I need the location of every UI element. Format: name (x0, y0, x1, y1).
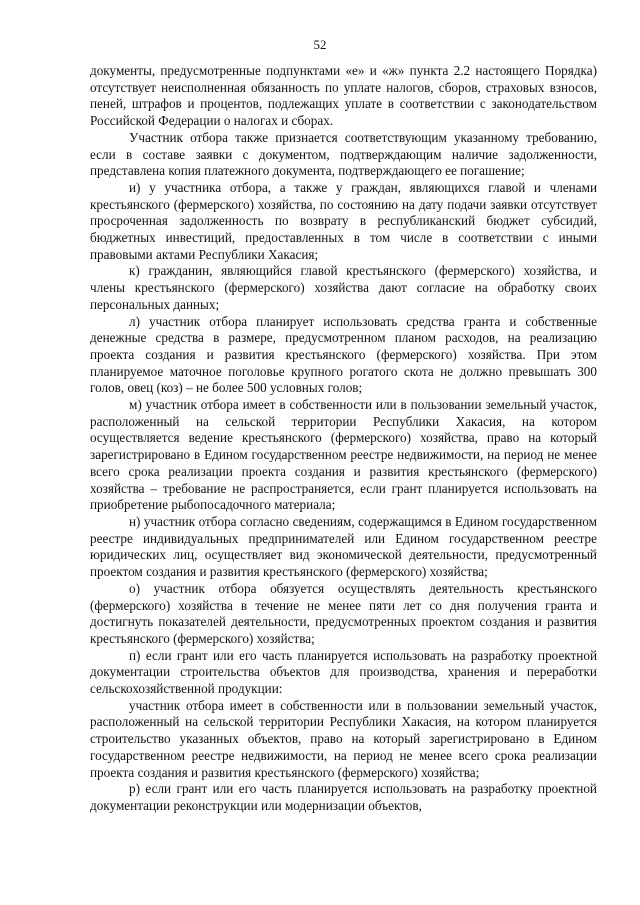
paragraph-item-p: п) если грант или его часть планируется использовать на разработку проектной документации строительства объектов для производства, хранения и переработки сельскохозяйственной продукции: (90, 647, 597, 697)
paragraph-item-k: к) гражданин, являющийся главой крестьянского (фермерского) хозяйства, и члены крестьянского (фермерского) хозяйства дают согласие на обработку своих персональных данных; (90, 263, 597, 312)
paragraph-item-l: л) участник отбора планирует использовать средства гранта и собственные денежные средства в размере, предусмотренном планом расходов, на реализацию проекта создания и развития крестьянского (фермерского) хозяйства. При этом планируемое маточное поголовье крупного рогатого скота не должно превышать 300 голов, овец (коз) – не более 500 условных голов; (90, 313, 597, 396)
paragraph-payment-confirmation: Участник отбора также признается соответствующим указанному требованию, если в составе заявки с документом, подтверждающим наличие задолженности, представлена копия платежного документа, подтверждающего ее погашение; (90, 129, 597, 179)
document-body (90, 63, 597, 815)
paragraph-item-o: о) участник отбора обязуется осуществлять деятельность крестьянского (фермерского) хозяйства в течение не менее пяти лет со дня получения гранта и достигнуть показателей деятельности, предусмотренных проектом создания и развития крестьянского (фермерского) хозяйства; (90, 580, 597, 646)
paragraph-continuation: документы, предусмотренные подпунктами «е» и «ж» пункта 2.2 настоящего Порядка) отсутствует неисполненная обязанность по уплате налогов, сборов, страховых взносов, пеней, штрафов и процентов, подлежащих уплате в соответствии с законодательством Российской Федерации о налогах и сборах. (90, 63, 597, 129)
page-number: 52 (313, 37, 327, 52)
paragraph-item-i: и) у участника отбора, а также у граждан, являющихся главой и членами крестьянского (фермерского) хозяйства, по состоянию на дату подачи заявки отсутствует просроченная задолженность по возврату в республиканский бюджет субсидий, бюджетных инвестиций, предоставленных в том числе в соответствии с иными правовыми актами Республики Хакасия; (90, 179, 597, 262)
paragraph-land-plot: участник отбора имеет в собственности или в пользовании земельный участок, расположенный на сельской территории Республики Хакасия, на котором планируется строительство указанных объектов, право на который зарегистрировано в Едином государственном реестре недвижимости, на период не менее всего срока реализации проекта создания и развития крестьянского (фермерского) хозяйства; (90, 697, 597, 780)
paragraph-item-m: м) участник отбора имеет в собственности или в пользовании земельный участок, расположенный на сельской территории Республики Хакасия, на котором осуществляется ведение крестьянского (фермерского) хозяйства, право на который зарегистрировано в Едином государственном реестре недвижимости, на период не менее всего срока реализации проекта создания и развития крестьянского (фермерского) хозяйства – требование не распространяется, если грант планируется использовать на приобретение рыбопосадочного материала; (90, 397, 597, 513)
paragraph-item-n: н) участник отбора согласно сведениям, содержащимся в Едином государственном реестре индивидуальных предпринимателей или Едином государственном реестре юридических лиц, осуществляет вид экономической деятельности, предусмотренный проектом создания и развития крестьянского (фермерского) хозяйства; (90, 513, 597, 580)
paragraph-item-r: р) если грант или его часть планируется использовать на разработку проектной документации реконструкции или модернизации объектов, (90, 781, 597, 813)
